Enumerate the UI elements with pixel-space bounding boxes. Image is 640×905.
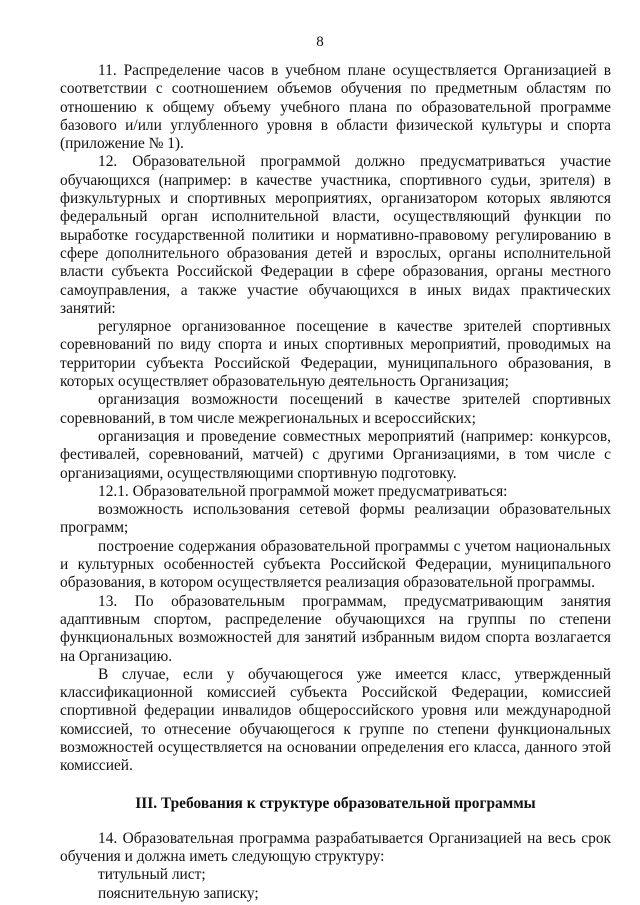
- paragraph-12-1-item-network-form: возможность использования сетевой формы реализации образовательных программ;: [60, 501, 611, 537]
- paragraph-12-item-regular-attendance: регулярное организованное посещение в качестве зрителей спортивных соревнований по виду спорта и иных спортивных мероприятий, проводимых на территории субъекта Российской Федерации, муниципального образования, в которых осуществляет образовательную деятельность Организация;: [60, 318, 611, 391]
- paragraph-11: 11. Распределение часов в учебном плане осуществляется Организацией в соответствии с соотношением объемов обучения по предметным областям по отношению к общему объему учебного плана по образовательной программе базового и/или углубленного уровня в области физической культуры и спорта (приложение № 1).: [60, 62, 611, 153]
- paragraph-14-item-title-page: титульный лист;: [98, 866, 206, 884]
- paragraph-12-1: 12.1. Образовательной программой может предусматриваться:: [98, 482, 508, 500]
- paragraph-12-item-joint-events: организация и проведение совместных мероприятий (например: конкурсов, фестивалей, соревнований, матчей) с другими Организациями, в том числе с организациями, осуществляющими спортивную подготовку.: [60, 427, 611, 482]
- paragraph-12-item-attendance-opportunities: организация возможности посещений в качестве зрителей спортивных соревнований, в том числе межрегиональных и всероссийских;: [60, 391, 611, 427]
- paragraph-13: 13. По образовательным программам, предусматривающим занятия адаптивным спортом, распределение обучающихся на группы по степени функциональных возможностей для занятий избранным видом спорта возлагается на Организацию.: [60, 592, 611, 665]
- section-heading: III. Требования к структуре образовательной программы: [135, 794, 536, 812]
- paragraph-14-item-explanatory-note: пояснительную записку;: [98, 884, 259, 902]
- paragraph-14: 14. Образовательная программа разрабатывается Организацией на весь срок обучения и должна иметь следующую структуру:: [60, 829, 611, 866]
- paragraph-13-class-case: В случае, если у обучающегося уже имеется класс, утвержденный классификационной комиссией субъекта Российской Федерации, комиссией спортивной федерации инвалидов общероссийского уровня или международной комиссией, то отнесение обучающегося к группе по степени функциональных возможностей осуществляется на основании определения его класса, данного этой комиссией.: [60, 665, 611, 775]
- page-number: 8: [316, 34, 324, 50]
- document-body: [60, 62, 611, 903]
- paragraph-12-1-item-national-features: построение содержания образовательной программы с учетом национальных и культурных особенностей субъекта Российской Федерации, муниципального образования, в котором осуществляется реализация образовательной программы.: [60, 537, 611, 592]
- paragraph-12: 12. Образовательной программой должно предусматриваться участие обучающихся (например: в качестве участника, спортивного судьи, зрителя) в физкультурных и спортивных мероприятиях, организатором которых являются федеральный орган исполнительной власти, осуществляющий функции по выработке государственной политики и нормативно-правовому регулированию в сфере дополнительного образования детей и взрослых, органы исполнительной власти субъекта Российской Федерации в сфере образования, органы местного самоуправления, а также участие обучающихся в иных видах практических занятий:: [60, 153, 611, 317]
